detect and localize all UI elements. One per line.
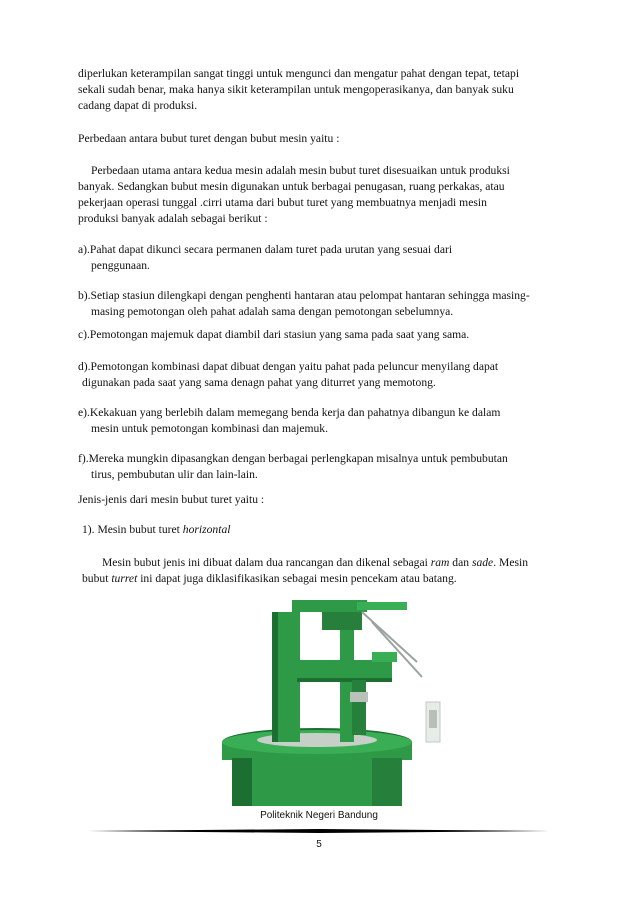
difference-paragraph: [78, 163, 588, 227]
type-1-description: Mesin bubut jenis ini dibuat dalam dua rancangan dan dikenal sebagai ram dan sade. Mesin bubut turret ini dapat juga diklasifikasikan sebagai mesin pencekam atau batang.: [82, 556, 528, 585]
list-item-d: d).Pemotongan kombinasi dapat dibuat dengan yaitu pahat pada peluncur menyilang dapat digunakan pada saat yang sama denagn pahat yang diturret yang memotong.: [78, 360, 499, 389]
list-item-a: a).Pahat dapat dikunci secara permanen dalam turet pada urutan yang sesuai dari penggunaan.: [78, 243, 453, 272]
text-line: cadang dapat di produksi.: [78, 99, 198, 112]
text-line: banyak. Sedangkan bubut mesin digunakan untuk berbagai penugasan, ruang perkakas, atau: [78, 180, 505, 193]
list-item-f: f).Mereka mungkin dipasangkan dengan berbagai perlengkapan misalnya untuk pembubutan tirus, pembubutan ulir dan lain-lain.: [78, 452, 508, 481]
footer-rule: [88, 829, 550, 833]
text-line: produksi banyak adalah sebagai berikut :: [78, 212, 268, 225]
list-item-b: b).Setiap stasiun dilengkapi dengan penghenti hantaran atau pelompat hantaran sehingga masing- masing pemotongan oleh pahat adalah sama dengan pemotongan sebelumnya.: [78, 289, 530, 318]
text-line: pekerjaan operasi tunggal .cirri utama dari bubut turet yang membuatnya menjadi mesin: [78, 196, 487, 209]
list-item-c: c).Pemotongan majemuk dapat diambil dari stasiun yang sama pada saat yang sama.: [78, 328, 470, 341]
text-line: sekali sudah benar, maka hanya sikit keterampilan untuk mengoperasikanya, dan banyak suku: [78, 83, 514, 96]
footer-institution: Politeknik Negeri Bandung: [260, 810, 378, 821]
intro-paragraph: [78, 66, 588, 114]
types-heading: Jenis-jenis dari mesin bubut turet yaitu :: [78, 493, 265, 506]
type-1-heading: 1). Mesin bubut turet horizontal: [82, 523, 231, 536]
turret-lathe-image: [222, 592, 442, 807]
text-line: diperlukan keterampilan sangat tinggi untuk mengunci dan mengatur pahat dengan tepat, tetapi: [78, 67, 520, 80]
page-number: 5: [316, 839, 322, 850]
difference-heading: Perbedaan antara bubut turet dengan bubut mesin yaitu :: [78, 132, 340, 145]
text-line: Perbedaan utama antara kedua mesin adalah mesin bubut turet disesuaikan untuk produksi: [91, 164, 510, 177]
list-item-e: e).Kekakuan yang berlebih dalam memegang benda kerja dan pahatnya dibangun ke dalam mesin untuk pemotongan kombinasi dan majemuk.: [78, 406, 501, 435]
